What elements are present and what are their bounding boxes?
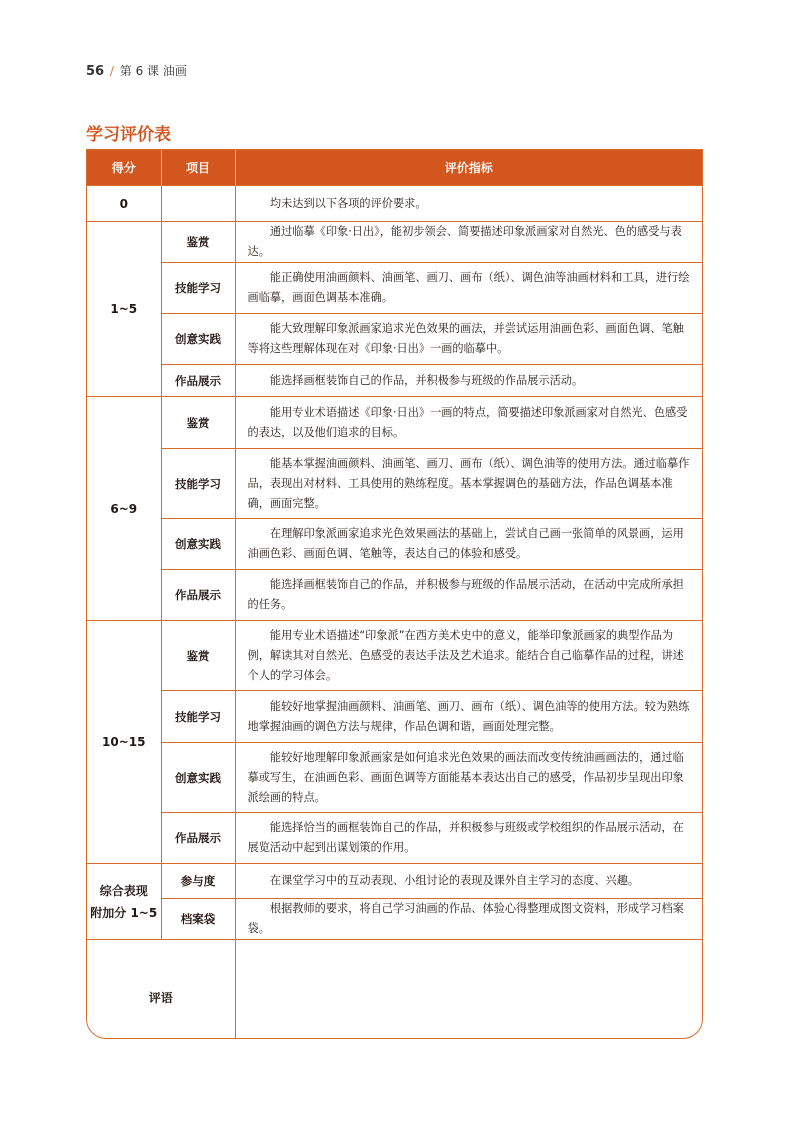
criteria-cell: 能较好地掌握油画颜料、油画笔、画刀、画布（纸）、调色油等的使用方法。较为熟练地掌握油画的调色方法与规律，作品色调和谐，画面处理完整。 [235, 691, 702, 743]
criteria-cell: 能用专业术语描述《印象·日出》一画的特点，简要描述印象派画家对自然光、色感受的表达，以及他们追求的目标。 [235, 397, 702, 449]
column-header-item: 项目 [161, 150, 235, 186]
header-separator: / [109, 64, 114, 78]
table-header-row [87, 150, 702, 186]
criteria-cell: 在课堂学习中的互动表现、小组讨论的表现及课外自主学习的态度、兴趣。 [235, 864, 702, 899]
column-header-score: 得分 [87, 150, 161, 186]
table-row [87, 263, 702, 314]
score-cell: 0 [87, 186, 161, 222]
criteria-cell: 能选择画框装饰自己的作品，并积极参与班级的作品展示活动。 [235, 365, 702, 397]
table-row [87, 864, 702, 899]
table-row [87, 397, 702, 449]
table-row [87, 570, 702, 621]
criteria-cell: 能大致理解印象派画家追求光色效果的画法，并尝试运用油画色彩、画面色调、笔触等将这些理解体现在对《印象·日出》一画的临摹中。 [235, 314, 702, 365]
criteria-cell: 能基本掌握油画颜料、油画笔、画刀、画布（纸）、调色油等的使用方法。通过临摹作品，表现出对材料、工具使用的熟练程度。基本掌握调色的基础方法，作品色调基本准确，画面完整。 [235, 449, 702, 519]
table-row [87, 365, 702, 397]
bonus-score-line2: 附加分 1~5 [90, 905, 158, 920]
lesson-title: 第 6 课 油画 [119, 64, 187, 78]
comment-row [87, 940, 702, 1040]
item-cell: 作品展示 [161, 365, 235, 397]
score-cell: 10~15 [87, 621, 161, 864]
table-row [87, 743, 702, 813]
bonus-score-cell [87, 864, 161, 940]
bonus-score-line1: 综合表现 [99, 883, 148, 898]
page-number: 56 [86, 64, 105, 79]
item-cell [161, 186, 235, 222]
item-cell: 创意实践 [161, 743, 235, 813]
table-row [87, 449, 702, 519]
page-header [86, 62, 187, 79]
criteria-cell: 能用专业术语描述“印象派”在西方美术史中的意义，能举印象派画家的典型作品为例，解读其对自然光、色感受的表达手法及艺术追求。能结合自己临摹作品的过程，讲述个人的学习体会。 [235, 621, 702, 691]
item-cell: 创意实践 [161, 314, 235, 365]
criteria-cell: 能较好地理解印象派画家是如何追求光色效果的画法而改变传统油画画法的，通过临摹或写生，在油画色彩、画面色调等方面能基本表达出自己的感受，作品初步呈现出印象派绘画的特点。 [235, 743, 702, 813]
criteria-cell: 能选择画框装饰自己的作品，并积极参与班级的作品展示活动，在活动中完成所承担的任务。 [235, 570, 702, 621]
item-cell: 参与度 [161, 864, 235, 899]
comment-area [235, 940, 702, 1040]
criteria-cell: 能正确使用油画颜料、油画笔、画刀、画布（纸）、调色油等油画材料和工具，进行绘画临摹，画面色调基本准确。 [235, 263, 702, 314]
evaluation-table [87, 150, 702, 1039]
table-row [87, 691, 702, 743]
evaluation-table-frame [86, 149, 703, 1039]
score-cell: 6~9 [87, 397, 161, 621]
item-cell: 鉴赏 [161, 621, 235, 691]
criteria-cell: 均未达到以下各项的评价要求。 [235, 186, 702, 222]
item-cell: 作品展示 [161, 570, 235, 621]
table-row [87, 519, 702, 570]
item-cell: 档案袋 [161, 899, 235, 940]
criteria-cell: 根据教师的要求，将自己学习油画的作品、体验心得整理成图文资料，形成学习档案袋。 [235, 899, 702, 940]
section-title: 学习评价表 [86, 125, 171, 145]
item-cell: 技能学习 [161, 263, 235, 314]
table-row [87, 899, 702, 940]
criteria-cell: 通过临摹《印象·日出》，能初步领会、简要描述印象派画家对自然光、色的感受与表达。 [235, 222, 702, 263]
criteria-cell: 在理解印象派画家追求光色效果画法的基础上，尝试自己画一张简单的风景画，运用油画色彩、画面色调、笔触等，表达自己的体验和感受。 [235, 519, 702, 570]
column-header-criteria: 评价指标 [235, 150, 702, 186]
item-cell: 技能学习 [161, 449, 235, 519]
item-cell: 技能学习 [161, 691, 235, 743]
item-cell: 作品展示 [161, 813, 235, 864]
table-row [87, 813, 702, 864]
criteria-cell: 能选择恰当的画框装饰自己的作品，并积极参与班级或学校组织的作品展示活动，在展览活动中起到出谋划策的作用。 [235, 813, 702, 864]
table-row [87, 314, 702, 365]
table-row [87, 186, 702, 222]
item-cell: 鉴赏 [161, 222, 235, 263]
table-row [87, 222, 702, 263]
comment-label: 评语 [87, 940, 235, 1040]
item-cell: 鉴赏 [161, 397, 235, 449]
table-row [87, 621, 702, 691]
item-cell: 创意实践 [161, 519, 235, 570]
score-cell: 1~5 [87, 222, 161, 397]
